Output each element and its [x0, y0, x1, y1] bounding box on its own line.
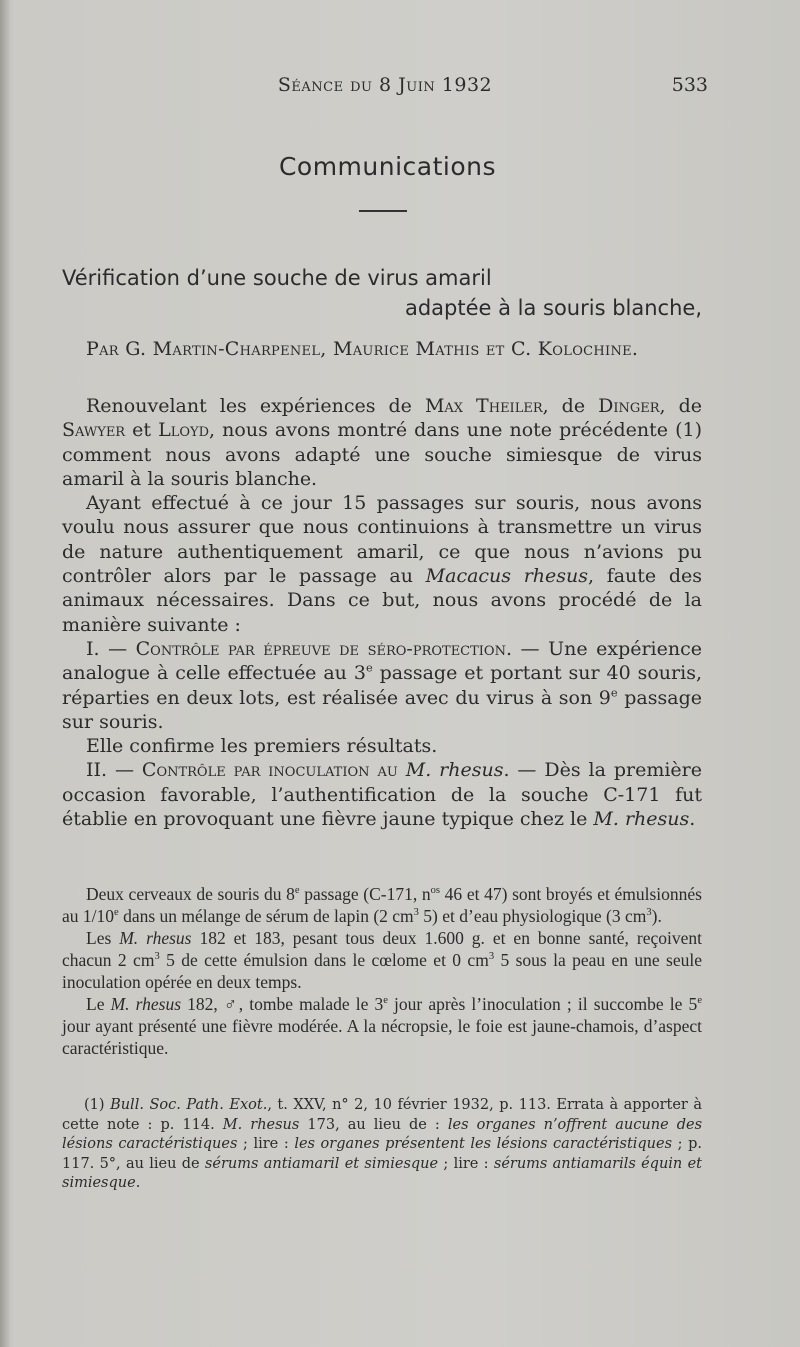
running-title: Séance du 8 Juin 1932: [277, 74, 493, 96]
details-paragraph-2: Les M. rhesus 182 et 183, pesant tous deux 1.600 g. et en bonne santé, reçoivent chacun 2 $cm^3$ 5 de cette émulsion dans le cœlome et 0 $cm^3$ 5 sous la peau en une seule inoculation opérée en deux temps.: [62, 928, 703, 992]
paragraph-confirm: Elle confirme les premiers résultats.: [86, 735, 438, 758]
book-spine-shadow: [0, 0, 10, 1347]
title-rule: [359, 210, 407, 212]
author-ref: Max Theiler: [424, 395, 543, 417]
section-heading-2: Contrôle par inoculation au: [141, 759, 406, 782]
paragraph-section-1: I. — Contrôle par épreuve de séro-protection. — Une expérience analogue à celle effectuée au 3e passage et portant sur 40 souris, réparties en deux lots, est réalisée avec du virus à son 9e passage sur souris.: [62, 637, 703, 733]
author-ref: Dinger: [598, 395, 660, 417]
article-authors: Par G. Martin-Charpenel, Maurice Mathis et C. Kolochine.: [86, 338, 639, 360]
page-number: 533: [671, 74, 708, 96]
species-name: M. rhesus: [110, 994, 182, 1014]
section-heading-1: Contrôle par épreuve de séro-protection.: [135, 637, 513, 660]
article-title-line-1: Vérification d’une souche de virus amaril: [62, 266, 492, 290]
footnote: (1) Bull. Soc. Path. Exot., t. XXV, n° 2, 10 février 1932, p. 113. Errata à apporter à cette note : p. 114. M. rhesus 173, au lieu de : les organes n’offrent aucune des lésions caractéristiques ; lire : les organes présentent les lésions caractéristiques ; p. 117. 5°, au lieu de sérums antiamaril et simiesque ; lire : sérums antiamarils équin et simiesque.: [62, 1097, 703, 1191]
details-paragraph-1: Deux cerveaux de souris du 8e passage (C-171, $n^{os}$ 46 et 47) sont broyés et émulsionnés au 1/10e dans un mélange de sérum de lapin (2 $cm^3$ 5) et d’eau physiologique (3 $cm^3$).: [62, 884, 702, 926]
section-title: Communications: [278, 152, 497, 181]
article-title-line-2: adaptée à la souris blanche,: [404, 296, 702, 320]
author-ref: Lloyd: [158, 419, 210, 442]
journal-name: Bull. Soc. Path. Exot.: [110, 1097, 268, 1113]
species-name: M. rhesus: [119, 928, 192, 948]
paragraph-section-2: II. — Contrôle par inoculation au M. rhesus. — Dès la première occasion favorable, l’authentification de la souche C-171 fut établie en provoquant une fièvre jaune typique chez le M. rhesus.: [62, 759, 703, 831]
experiment-details: [62, 883, 702, 1059]
author-ref: Sawyer: [62, 419, 126, 442]
species-name: M. rhesus: [222, 1116, 300, 1133]
species-name: M. rhesus: [593, 808, 690, 831]
details-paragraph-3: Le M. rhesus 182, ♂, tombe malade le 3e jour après l’inoculation ; il succombe le 5e jour ayant présenté une fièvre modérée. A la nécropsie, le foie est jaune-chamois, d’aspect caractéristique.: [62, 994, 702, 1058]
article-body: [62, 394, 702, 831]
paragraph-2: Ayant effectué à ce jour 15 passages sur souris, nous avons voulu nous assurer que nous continuions à transmettre un virus de nature authentiquement amaril, ce que nous n’avions pu contrôler alors par le passage au Macacus rhesus, faute des animaux nécessaires. Dans ce but, nous avons procédé de la manière suivante :: [62, 492, 702, 636]
species-name: Macacus rhesus: [425, 565, 588, 588]
paragraph-1: Renouvelant les expériences de Max Theiler, de Dinger, de Sawyer et Lloyd, nous avons montré dans une note précédente (1) comment nous avons adapté une souche simiesque de virus amaril à la souris blanche.: [62, 395, 702, 490]
species-name: M. rhesus: [405, 759, 504, 782]
running-header: [62, 74, 708, 98]
